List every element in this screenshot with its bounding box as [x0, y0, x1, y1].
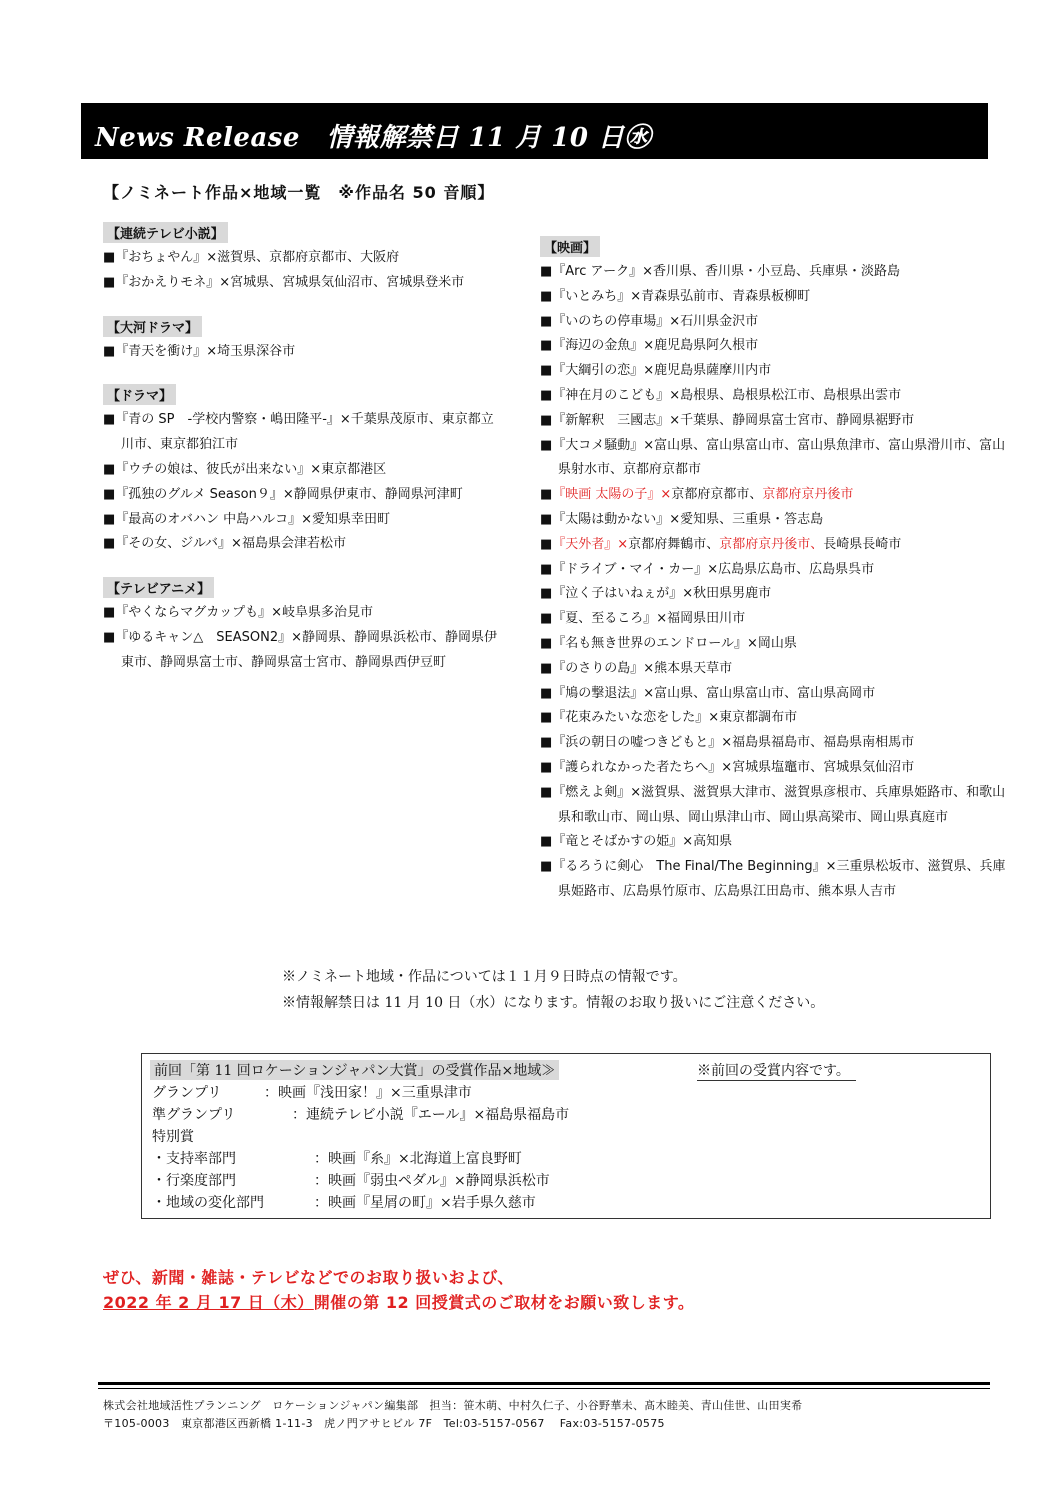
list-item: ■『おちょやん』×滋賀県、京都府京都市、大阪府 — [103, 250, 400, 265]
footer-address: 〒105-0003 東京都港区西新橋 1-11-3 虎ノ門アサヒビル 7F Tel:03-5157-0567 Fax:03-5157-0575 — [103, 1417, 665, 1430]
note-line: ※ノミネート地域・作品については１１月９日時点の情報です。 — [282, 969, 687, 985]
list-item: ■『やくならマグカップも』×岐阜県多治見市 — [103, 605, 374, 621]
cta-line — [103, 1290, 694, 1315]
previous-winners-box — [141, 1053, 991, 1219]
list-item: ■『いのちの停車場』×石川県金沢市 — [540, 313, 759, 329]
highlight-title: 『天外者』× — [552, 536, 629, 552]
call-to-action — [103, 1265, 694, 1315]
region-text: 京都府舞鶴市、 — [628, 536, 720, 552]
title-banner — [81, 103, 988, 159]
section-title: 【ドラマ】 — [103, 384, 176, 405]
list-item: ■『浜の朝日の嘘つきどもと』×福島県福島市、福島県南相馬市 — [540, 735, 915, 751]
list-item: ■『おかえりモネ』×宮城県、宮城県気仙沼市、宮城県登米市 — [103, 274, 465, 290]
ceremony-date: 2022 年 2 月 17 日（木） — [103, 1293, 314, 1312]
award-label: ・地域の変化部門 — [152, 1195, 264, 1211]
footer-rule-thick — [98, 1382, 990, 1385]
list-item: ■『燃えよ剣』×滋賀県、滋賀県大津市、滋賀県彦根市、兵庫県姫路市、和歌山県和歌山市、岡山県、岡山県津山市、岡山県高梁市、岡山県真庭市 — [540, 784, 1006, 825]
list-item: ■『青の SP -学校内警察・嶋田隆平-』×千葉県茂原市、東京都立川市、東京都狛江市 — [103, 412, 494, 453]
cta-rest: 開催の第 12 回授賞式のご取材をお願い致します。 — [313, 1293, 695, 1312]
list-item: ■『孤独のグルメ Season９』×静岡県伊東市、静岡県河津町 — [103, 486, 463, 502]
list-item: ■『護られなかった者たちへ』×宮城県塩竈市、宮城県気仙沼市 — [540, 759, 915, 775]
section-title: 【映画】 — [540, 236, 600, 257]
highlight-title: 『映画 太陽の子』× — [552, 487, 672, 503]
list-item: ■『ゆるキャン△ SEASON2』×静岡県、静岡県浜松市、静岡県伊東市、静岡県富士市、静岡県富士宮市、静岡県西伊豆町 — [103, 629, 498, 670]
list-item: ■『ウチの娘は、彼氏が出来ない』×東京都港区 — [103, 461, 387, 477]
left-column — [103, 222, 503, 696]
award-value: ：映画『浅田家！』×三重県津市 — [264, 1085, 472, 1101]
list-item: ■『海辺の金魚』×鹿児島県阿久根市 — [540, 338, 759, 354]
award-value: ：映画『糸』×北海道上富良野町 — [314, 1151, 522, 1167]
list-item-highlight — [540, 533, 1010, 558]
list-item: ■『ドライブ・マイ・カー』×広島県広島市、広島県呉市 — [540, 561, 875, 577]
list-item: ■『その女、ジルバ』×福島県会津若松市 — [103, 536, 346, 552]
page-title: News Release 情報解禁日 11 月 10 日㊌ — [95, 123, 652, 153]
list-item: ■『のさりの島』×熊本県天草市 — [540, 660, 733, 676]
list-item: ■『花束みたいな恋をした』×東京都調布市 — [540, 710, 798, 726]
cta-line: ぜひ、新聞・雑誌・テレビなどでのお取り扱いおよび、 — [103, 1268, 514, 1287]
list-item: ■『太陽は動かない』×愛知県、三重県・答志島 — [540, 511, 824, 527]
award-label: 準グランプリ — [152, 1107, 236, 1123]
list-item: ■『神在月のこども』×島根県、島根県松江市、島根県出雲市 — [540, 387, 902, 403]
award-value: ：映画『弱虫ペダル』×静岡県浜松市 — [314, 1173, 550, 1189]
footer-contact: 株式会社地域活性プランニング ロケーションジャパン編集部 担当：笹木萌、中村久仁子、小谷野華未、髙木睦美、青山佳世、山田実希 — [103, 1399, 803, 1412]
movie-column — [540, 236, 1010, 905]
list-item: ■『新解釈 三國志』×千葉県、静岡県富士宮市、静岡県裾野市 — [540, 412, 915, 428]
section-drama — [103, 384, 503, 557]
region-text: 長崎県長崎市 — [823, 536, 902, 552]
highlight-region: 京都府京丹後市 — [762, 487, 854, 503]
note-line: ※情報解禁日は 11 月 10 日（水）になります。情報のお取り扱いにご注意ください。 — [282, 995, 825, 1011]
notes — [282, 964, 824, 1016]
region-text: 京都府京都市、 — [671, 487, 763, 503]
list-item: ■『名も無き世界のエンドロール』×岡山県 — [540, 635, 797, 651]
bullet: ■ — [540, 487, 553, 503]
section-anime — [103, 577, 503, 675]
section-renzoku — [103, 222, 503, 296]
list-item: ■『いとみち』×青森県弘前市、青森県板柳町 — [540, 288, 811, 304]
list-item: ■『竜とそばかすの姫』×高知県 — [540, 834, 733, 850]
list-item: ■『大綱引の恋』×鹿児島県薩摩川内市 — [540, 363, 772, 379]
list-item-highlight — [540, 483, 1010, 508]
award-label: ・行楽度部門 — [152, 1173, 236, 1189]
award-label: グランプリ — [152, 1085, 222, 1101]
list-subtitle: 【ノミネート作品×地域一覧 ※作品名 50 音順】 — [103, 183, 495, 202]
previous-note: ※前回の受賞内容です。 — [697, 1060, 856, 1081]
list-item: ■『夏、至るころ』×福岡県田川市 — [540, 611, 746, 627]
previous-header: 前回「第 11 回ロケーションジャパン大賞」の受賞作品×地域≫ — [150, 1060, 559, 1080]
award-value: ：映画『星屑の町』×岩手県久慈市 — [314, 1195, 536, 1211]
highlight-region: 京都府京丹後市、 — [719, 536, 824, 552]
list-item: ■『泣く子はいねぇが』×秋田県男鹿市 — [540, 586, 772, 602]
section-title: 【大河ドラマ】 — [103, 316, 202, 337]
footer-rule-thin — [98, 1388, 990, 1389]
list-item: ■『大コメ騒動』×富山県、富山県富山市、富山県魚津市、富山県滑川市、富山県射水市、京都府京都市 — [540, 437, 1006, 478]
bullet: ■ — [540, 536, 553, 552]
list-item: ■『最高のオバハン 中島ハルコ』×愛知県幸田町 — [103, 511, 391, 527]
award-label: ・支持率部門 — [152, 1151, 236, 1167]
list-item: ■『鳩の撃退法』×富山県、富山県富山市、富山県高岡市 — [540, 685, 876, 701]
award-value: ：連続テレビ小説『エール』×福島県福島市 — [292, 1107, 570, 1123]
list-item: ■『青天を衝け』×埼玉県深谷市 — [103, 343, 296, 359]
section-title: 【テレビアニメ】 — [103, 577, 214, 598]
award-label: 特別賞 — [152, 1129, 194, 1145]
section-taiga — [103, 316, 503, 365]
section-title: 【連続テレビ小説】 — [103, 222, 228, 243]
list-item: ■『Arc アーク』×香川県、香川県・小豆島、兵庫県・淡路島 — [540, 264, 901, 279]
list-item: ■『るろうに剣心 The Final/The Beginning』×三重県松坂市、滋賀県、兵庫県姫路市、広島県竹原市、広島県江田島市、熊本県人吉市 — [540, 859, 1006, 899]
